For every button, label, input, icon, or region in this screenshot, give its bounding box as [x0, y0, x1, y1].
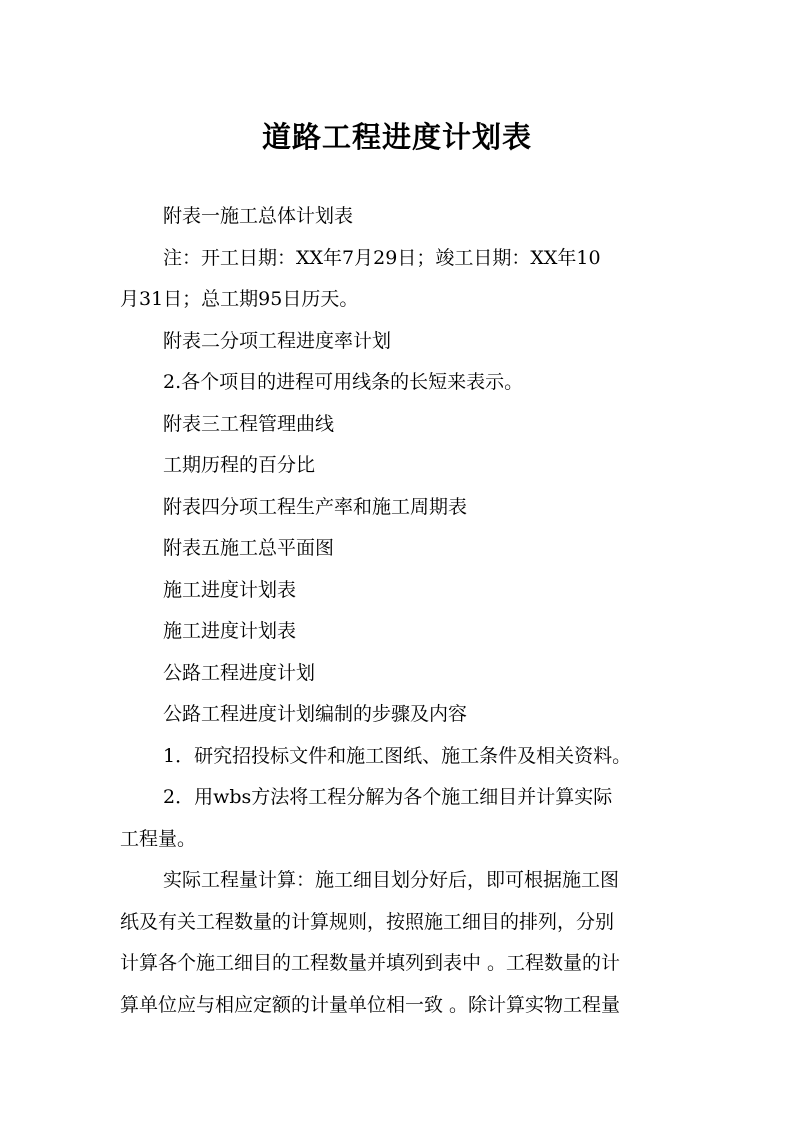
- text-line: 2.各个项目的进程可用线条的长短来表示。: [163, 371, 524, 393]
- text-line: 施工进度计划表: [163, 620, 297, 642]
- text-line: 附表五施工总平面图: [163, 537, 335, 559]
- text-line: 附表四分项工程生产率和施工周期表: [163, 495, 468, 518]
- document-body: [120, 196, 680, 1026]
- text-line: 附表一施工总体计划表: [163, 205, 354, 227]
- text-line: 计算各个施工细目的工程数量并填列到表中 。工程数量的计: [120, 952, 621, 974]
- text-line: 实际工程量计算：施工细目划分好后，即可根据施工图: [163, 869, 620, 891]
- text-line: 注：开工日期：XX年7月29日；竣工日期：XX年10: [163, 246, 601, 269]
- text-line: 月31日；总工期95日历天。: [120, 288, 359, 310]
- document-title: 道路工程进度计划表: [261, 120, 532, 155]
- text-line: 纸及有关工程数量的计算规则，按照施工细目的排列，分别: [120, 910, 615, 933]
- text-line: 施工进度计划表: [163, 578, 297, 601]
- text-line: 算单位应与相应定额的计量单位相一致 。除计算实物工程量: [120, 993, 621, 1016]
- text-line: 2．用wbs方法将工程分解为各个施工细目并计算实际: [163, 786, 613, 808]
- text-line: 公路工程进度计划编制的步骤及内容: [163, 703, 468, 725]
- text-line: 公路工程进度计划: [163, 661, 316, 684]
- text-line: 附表三工程管理曲线: [163, 412, 335, 435]
- text-line: 工期历程的百分比: [163, 454, 316, 476]
- text-line: 1．研究招投标文件和施工图纸、施工条件及相关资料。: [163, 744, 632, 767]
- text-line: 附表二分项工程进度率计划: [163, 329, 392, 352]
- text-line: 工程量。: [120, 827, 197, 850]
